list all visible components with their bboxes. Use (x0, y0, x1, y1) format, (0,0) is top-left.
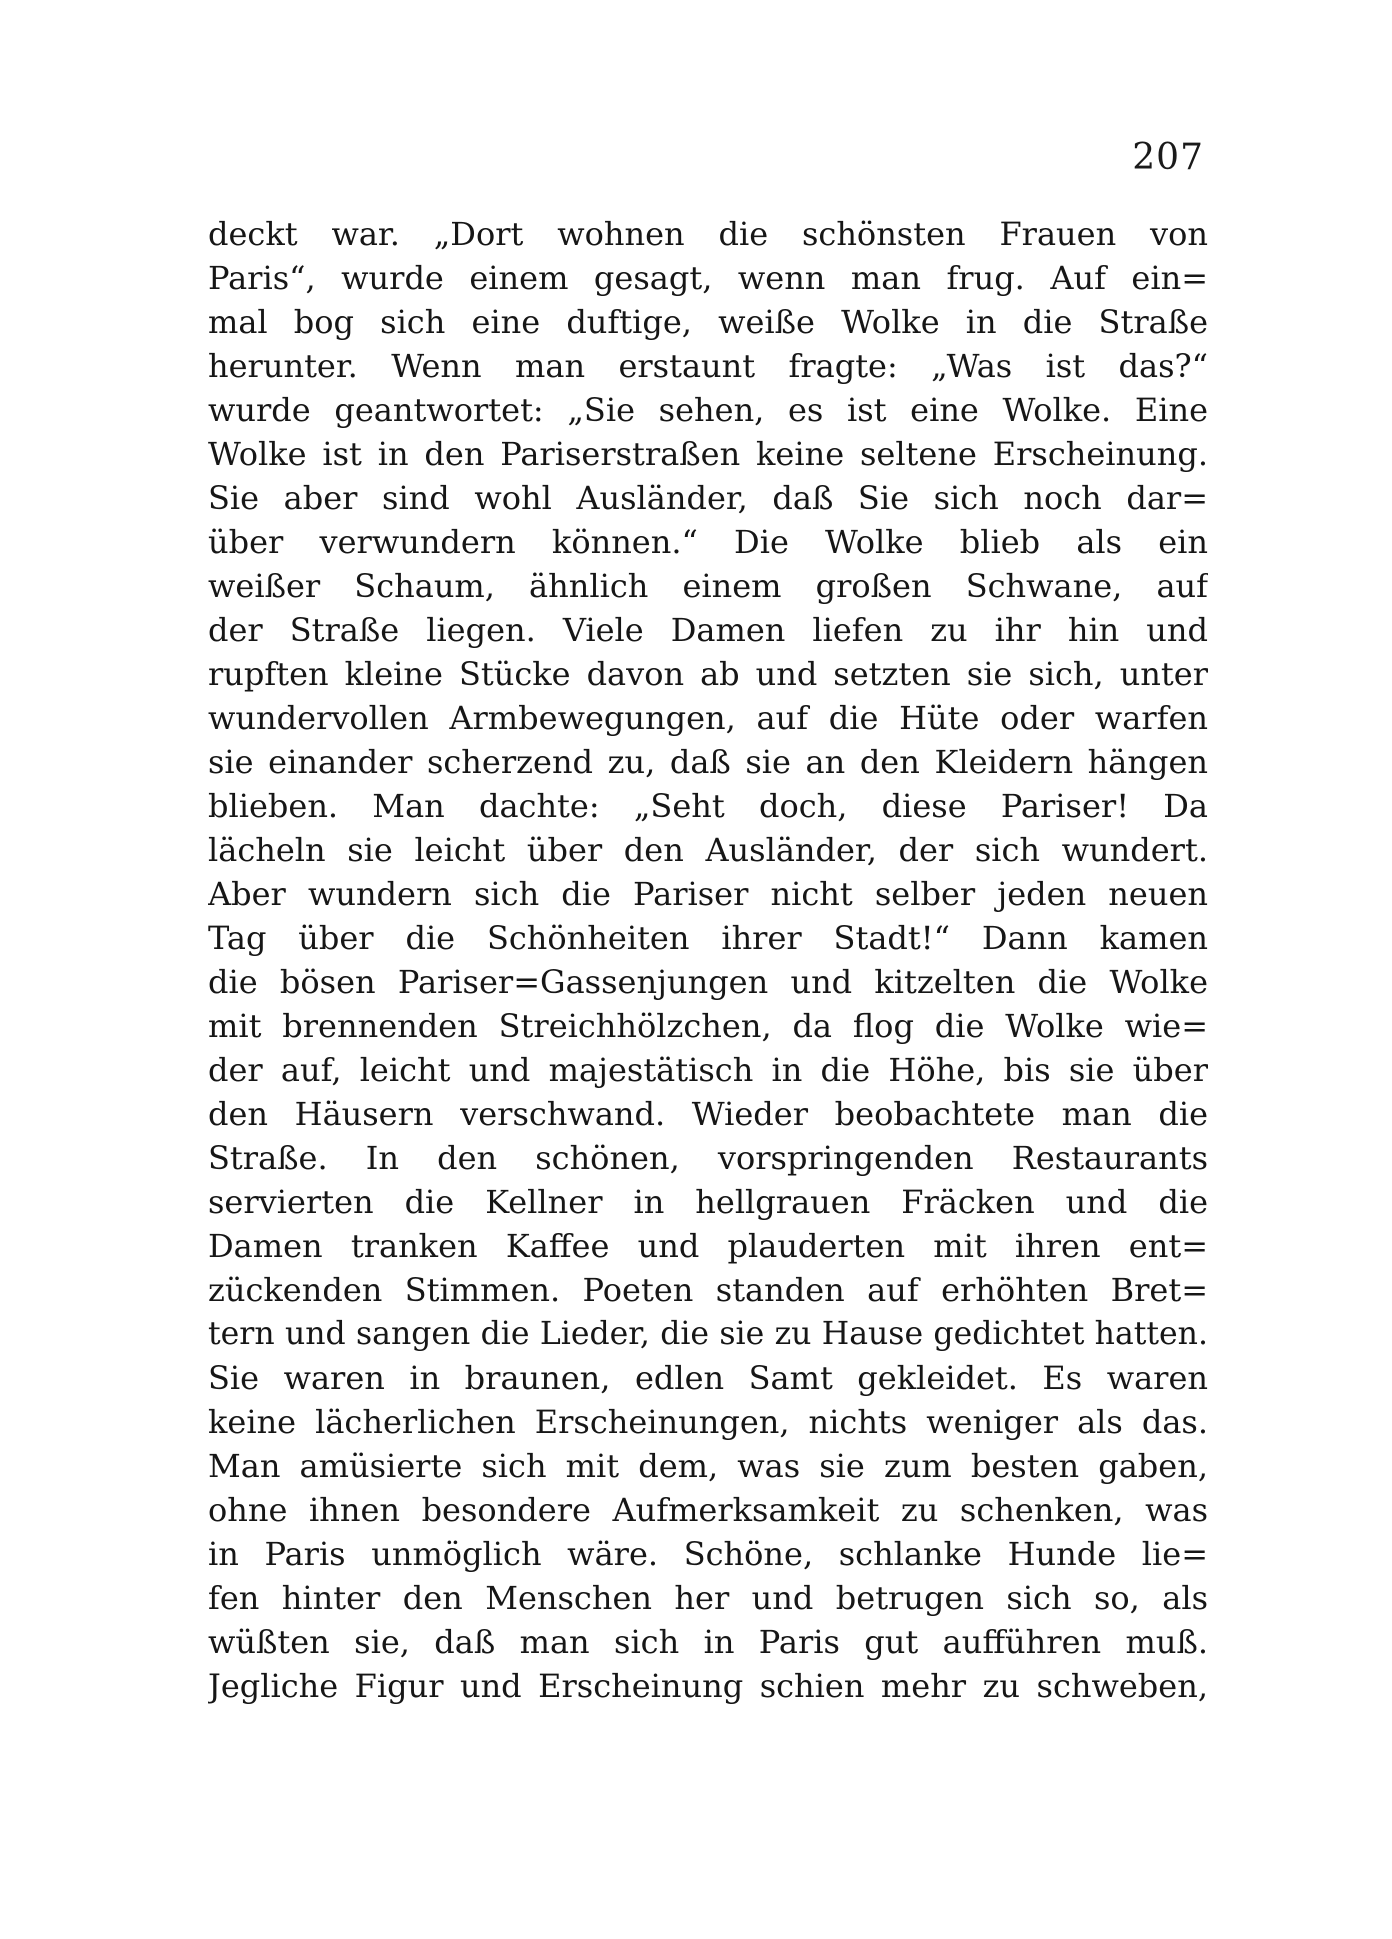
text-line: den Häusern verschwand. Wieder beobachtete man die (208, 1095, 1208, 1133)
text-line: tern und sangen die Lieder, die sie zu Hause gedichtet hatten. (208, 1316, 1208, 1352)
text-line: herunter. Wenn man erstaunt fragte: „Was ist das?“ (208, 347, 1208, 385)
text-line: Straße. In den schönen, vorspringenden Restaurants (208, 1139, 1208, 1177)
text-line: blieben. Man dachte: „Seht doch, diese Pariser! Da (208, 787, 1208, 825)
text-line: mal bog sich eine duftige, weiße Wolke in die Straße (208, 303, 1208, 341)
text-line: keine lächerlichen Erscheinungen, nichts weniger als das. (208, 1403, 1208, 1441)
text-line: in Paris unmöglich wäre. Schöne, schlanke Hunde lie= (208, 1535, 1208, 1573)
text-line: Paris“, wurde einem gesagt, wenn man frug. Auf ein= (208, 259, 1208, 297)
body-text (208, 212, 1208, 1708)
text-line: weißer Schaum, ähnlich einem großen Schwane, auf (208, 567, 1208, 605)
text-line: rupften kleine Stücke davon ab und setzten sie sich, unter (208, 655, 1208, 693)
text-line: die bösen Pariser=Gassenjungen und kitzelten die Wolke (208, 963, 1208, 1001)
text-line: lächeln sie leicht über den Ausländer, der sich wundert. (208, 831, 1208, 869)
text-line: Man amüsierte sich mit dem, was sie zum besten gaben, (208, 1447, 1208, 1485)
text-line: Sie waren in braunen, edlen Samt gekleidet. Es waren (208, 1359, 1208, 1397)
text-line: ohne ihnen besondere Aufmerksamkeit zu schenken, was (208, 1491, 1208, 1529)
text-line: sie einander scherzend zu, daß sie an den Kleidern hängen (208, 743, 1208, 781)
text-line: wurde geantwortet: „Sie sehen, es ist eine Wolke. Eine (208, 391, 1208, 429)
text-line: wüßten sie, daß man sich in Paris gut aufführen muß. (208, 1623, 1208, 1661)
text-line: wundervollen Armbewegungen, auf die Hüte oder warfen (208, 699, 1208, 737)
text-line: fen hinter den Menschen her und betrugen sich so, als (208, 1579, 1208, 1617)
text-line: der auf, leicht und majestätisch in die Höhe, bis sie über (208, 1051, 1208, 1089)
text-line: über verwundern können.“ Die Wolke blieb als ein (208, 523, 1208, 561)
text-line: der Straße liegen. Viele Damen liefen zu ihr hin und (208, 611, 1208, 649)
text-line: deckt war. „Dort wohnen die schönsten Frauen von (208, 215, 1208, 253)
text-line: Tag über die Schönheiten ihrer Stadt!“ Dann kamen (208, 919, 1208, 957)
text-line: mit brennenden Streichhölzchen, da flog die Wolke wie= (208, 1007, 1208, 1045)
page-number: 207 (1132, 137, 1204, 178)
text-line: zückenden Stimmen. Poeten standen auf erhöhten Bret= (208, 1271, 1208, 1309)
text-line: Sie aber sind wohl Ausländer, daß Sie sich noch dar= (208, 479, 1208, 517)
text-line: servierten die Kellner in hellgrauen Fräcken und die (208, 1183, 1208, 1221)
text-line: Jegliche Figur und Erscheinung schien mehr zu schweben, (208, 1667, 1208, 1705)
text-line: Wolke ist in den Pariserstraßen keine seltene Erscheinung. (208, 435, 1208, 473)
text-line: Damen tranken Kaffee und plauderten mit ihren ent= (208, 1227, 1208, 1265)
text-line: Aber wundern sich die Pariser nicht selber jeden neuen (208, 875, 1208, 913)
